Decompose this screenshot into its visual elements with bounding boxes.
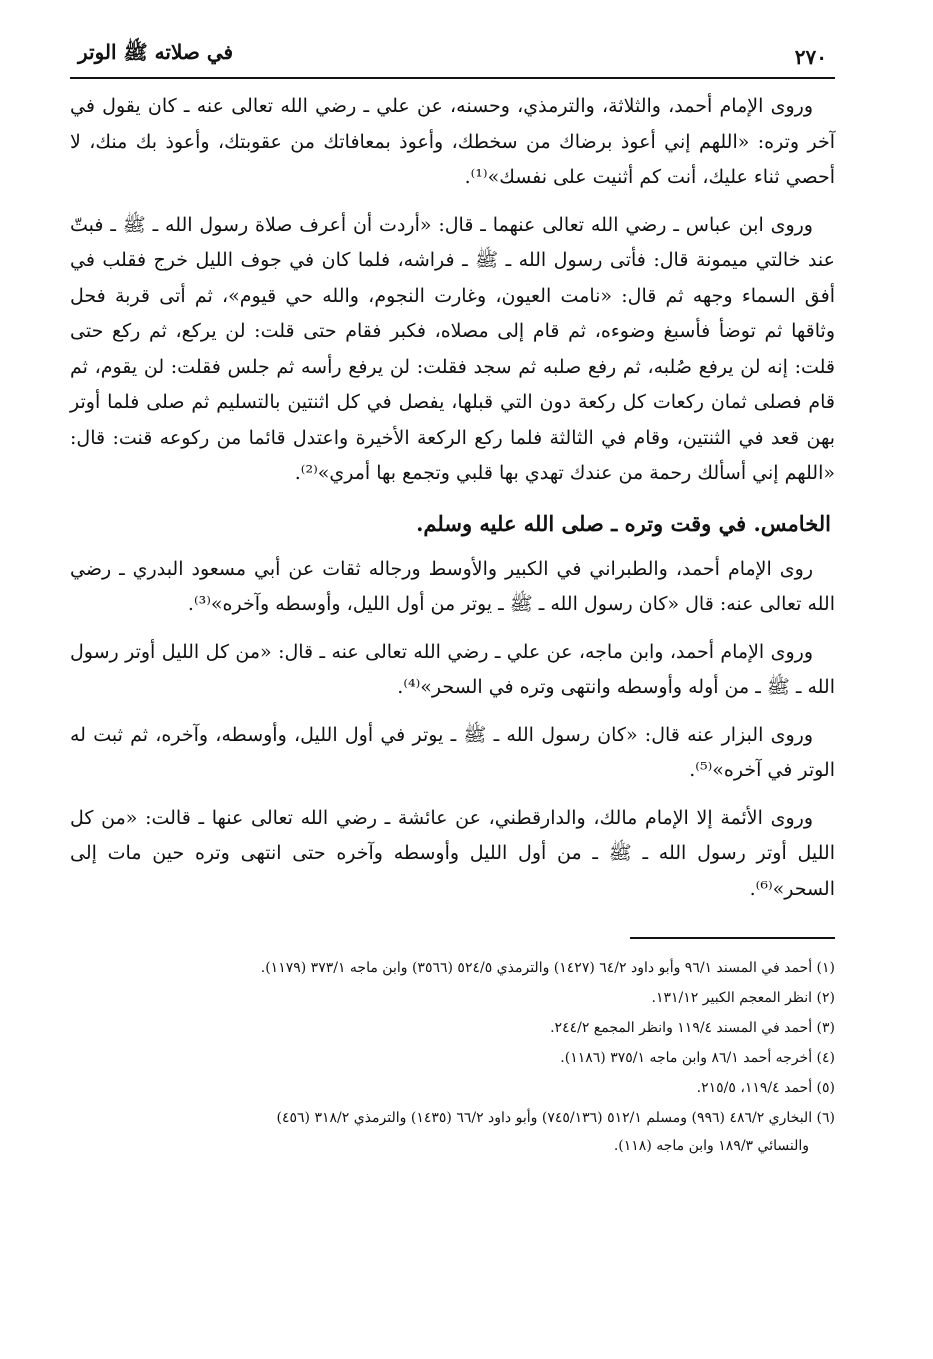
footnotes bbox=[70, 953, 835, 1159]
section-heading: الخامس. في وقت وتره ـ صلى الله عليه وسلم. bbox=[416, 510, 831, 536]
page-header bbox=[70, 40, 835, 79]
footnote-divider bbox=[630, 937, 835, 939]
footnote-6-line-1: (٦) البخاري ٤٨٦/٢ (٩٩٦) ومسلم ٥١٢/١ (٧٤٥/١٣٦) وأبو داود ٦٦/٢ (١٤٣٥) والترمذي ٣١٨/٢ (٤٥٦) bbox=[276, 1110, 835, 1126]
paragraph-aisha: وروى الأئمة إلا الإمام مالك، والدارقطني، عن عائشة ـ رضي الله تعالى عنها ـ قالت: «من كل الليل أوتر رسول الله ـ ﷺ ـ من أول الليل وأوسطه وآخره حتى انتهى وتره حين مات إلى السحر»⁽⁶⁾. bbox=[70, 806, 835, 900]
footnote-1: (١) أحمد في المسند ٩٦/١ وأبو داود ٦٤/٢ (١٤٢٧) والترمذي ٥٢٤/٥ (٣٥٦٦) وابن ماجه ٣٧٣/١ (١١٧٩). bbox=[260, 960, 835, 976]
paragraph-ali-witr-dua: وروى الإمام أحمد، والثلاثة، والترمذي، وحسنه، عن علي ـ رضي الله تعالى عنه ـ كان يقول في آخر وتره: «اللهم إني أعوذ برضاك من سخطك، وأعوذ بمعافاتك من عقوبتك، وأعوذ بك منك، لا أحصي ثناء عليك، أنت كم أثنيت على نفسك»⁽¹⁾. bbox=[70, 95, 835, 188]
footnote-6 bbox=[70, 1103, 835, 1159]
footnote-3: (٣) أحمد في المسند ١١٩/٤ وانظر المجمع ٢٤٤/٢. bbox=[550, 1020, 835, 1036]
footnote-2: (٢) انظر المعجم الكبير ١٣١/١٢. bbox=[651, 990, 835, 1006]
book-page bbox=[70, 40, 835, 1159]
paragraph-ali-ibn-majah: وروى الإمام أحمد، وابن ماجه، عن علي ـ رضي الله تعالى عنه ـ قال: «من كل الليل أوتر رسول الله ـ ﷺ ـ من أوله وأوسطه وانتهى وتره في السحر»⁽⁴⁾. bbox=[70, 640, 835, 698]
paragraph-ibn-abbas: وروى ابن عباس ـ رضي الله تعالى عنهما ـ قال: «أردت أن أعرف صلاة رسول الله ـ ﷺ ـ فبتّ عند خالتي ميمونة قال: فأتى رسول الله ـ ﷺ ـ فراشه، فلما كان في جوف الليل خرج فقلب في أفق السماء وجهه ثم قال: «نامت العيون، وغارت النجوم، والله حي قيوم»، ثم أتى قربة فحل وثاقها ثم توضأ فأسبغ وضوءه، ثم قام إلى مصلاه، فكبر فقام حتى قلت: لن يركع، ثم ركع حتى قلت: إنه لن يرفع صُلبه، ثم رفع صلبه ثم سجد فقلت: لن يرفع رأسه ثم جلس فقلت: لن يقوم، ثم قام فصلى ثمان ركعات كل ركعة دون التي قبلها، يفصل في كل اثنتين بالتسليم ثم صلى فلما أوتر بهن قعد في الثنتين، وقام في الثالثة فلما ركع الركعة الأخيرة واعتدل قائما من ركوعه قنت: قال: «اللهم إني أسألك رحمة من عندك تهدي بها قلبي وتجمع بها أمري»⁽²⁾. bbox=[70, 213, 835, 484]
footnote-6-line-2: والنسائي ١٨٩/٣ وابن ماجه (١١٨). bbox=[613, 1138, 809, 1154]
running-title: في صلاته ﷺ الوتر bbox=[78, 40, 234, 64]
page-number: ٢٧٠ bbox=[794, 45, 827, 69]
body-text bbox=[70, 89, 835, 907]
footnote-5: (٥) أحمد ١١٩/٤، ٢١٥/٥. bbox=[696, 1080, 835, 1096]
paragraph-abu-masud: روى الإمام أحمد، والطبراني في الكبير والأوسط ورجاله ثقات عن أبي مسعود البدري ـ رضي الله تعالى عنه: قال «كان رسول الله ـ ﷺ ـ يوتر من أول الليل، وأوسطه وآخره»⁽³⁾. bbox=[70, 557, 835, 615]
paragraph-bazzar: وروى البزار عنه قال: «كان رسول الله ـ ﷺ ـ يوتر في أول الليل، وأوسطه، وآخره، ثم ثبت له الوتر في آخره»⁽⁵⁾. bbox=[70, 723, 835, 781]
footnote-4: (٤) أخرجه أحمد ٨٦/١ وابن ماجه ٣٧٥/١ (١١٨٦). bbox=[560, 1050, 835, 1066]
